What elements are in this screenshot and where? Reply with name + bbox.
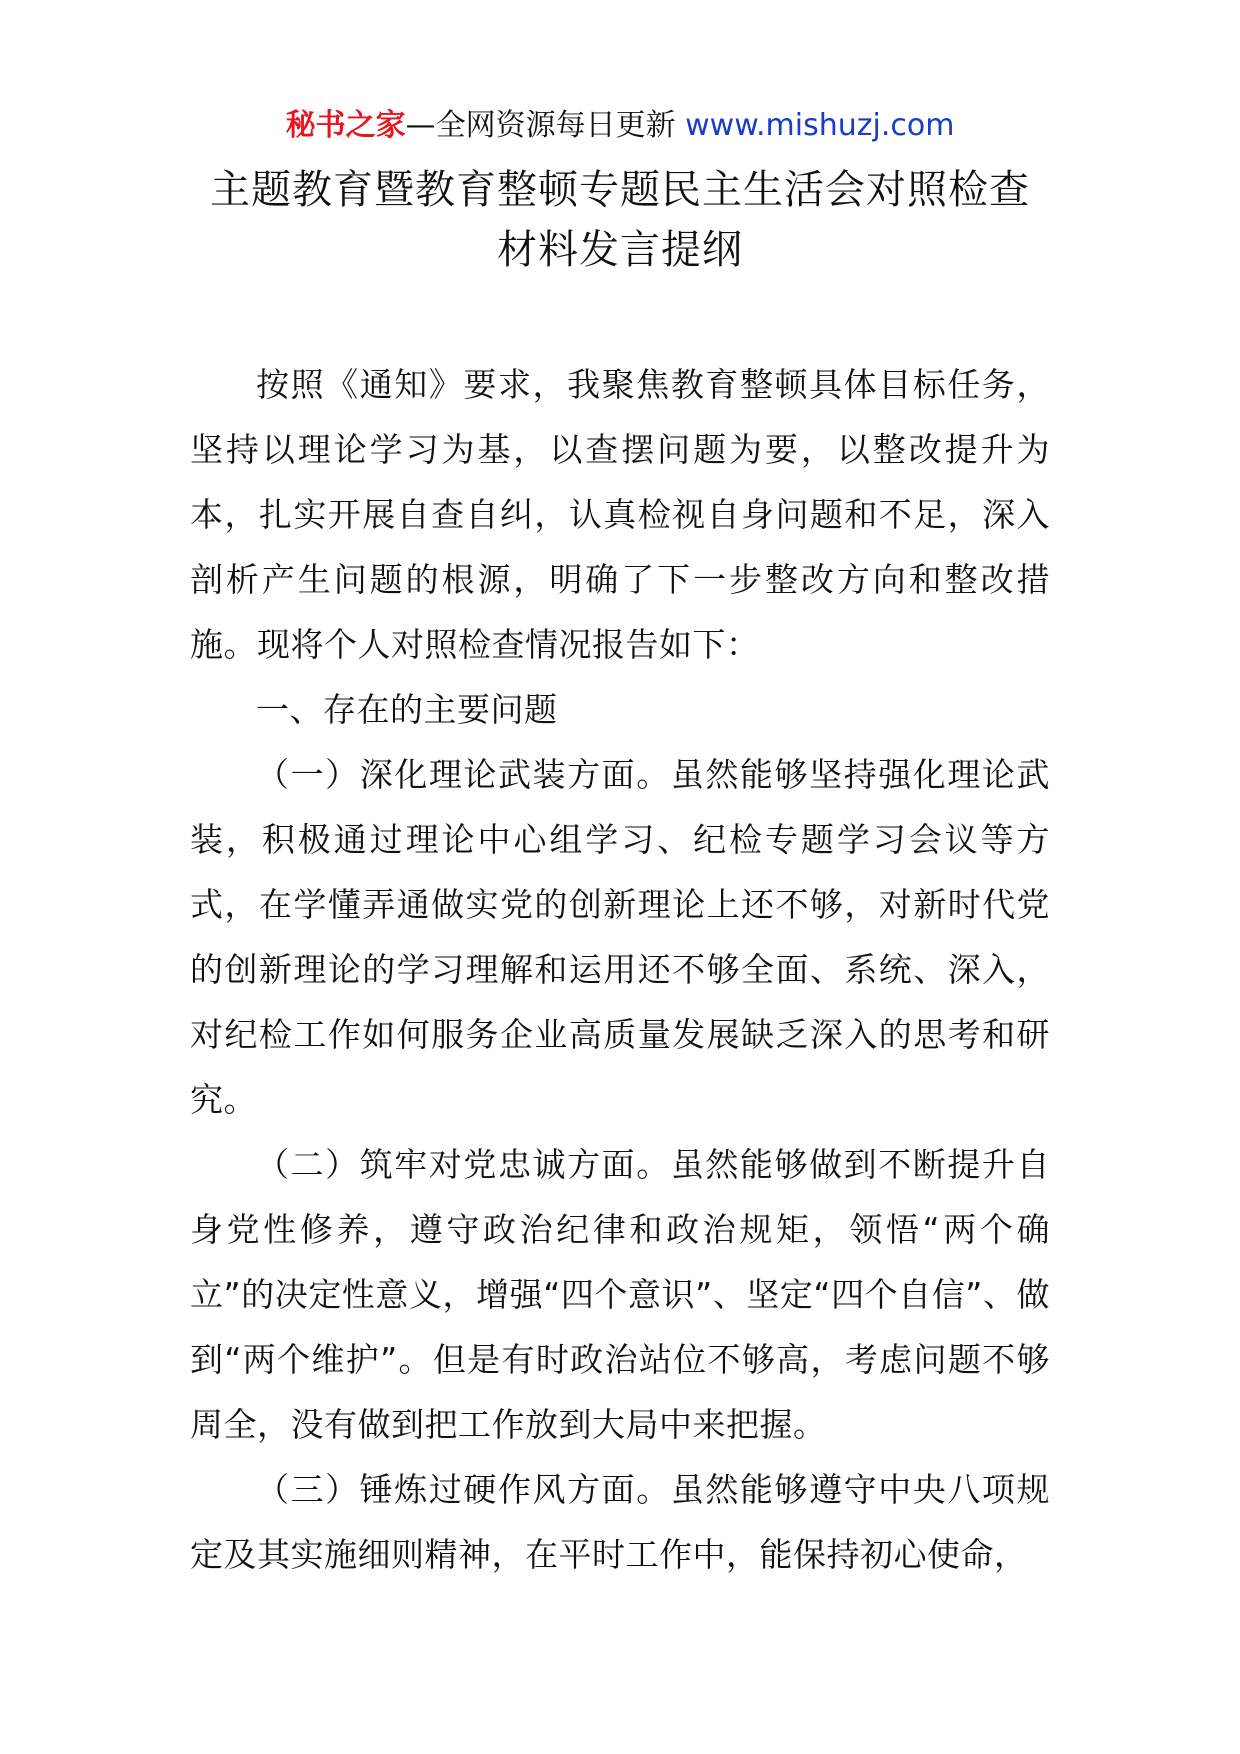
header-slogan: —全网资源每日更新	[405, 108, 686, 143]
document-title-line-2: 材料发言提纲	[497, 227, 743, 273]
document-title	[140, 160, 1100, 280]
paragraph-theory-armament: （一）深化理论武装方面。虽然能够坚持强化理论武装，积极通过理论中心组学习、纪检专题学习会议等方式，在学懂弄通做实党的创新理论上还不够，对新时代党的创新理论的学习理解和运用还不够全面、系统、深入，对纪检工作如何服务企业高质量发展缺乏深入的思考和研究。	[190, 755, 1050, 1119]
site-header	[0, 104, 1240, 148]
paragraph-party-loyalty: （二）筑牢对党忠诚方面。虽然能够做到不断提升自身党性修养，遵守政治纪律和政治规矩，领悟“两个确立”的决定性意义，增强“四个意识”、坚定“四个自信”、做到“两个维护”。但是有时政治站位不够高，考虑问题不够周全，没有做到把工作放到大局中来把握。	[190, 1145, 1050, 1444]
document-body	[190, 352, 1050, 1587]
site-url-link[interactable]: www.mishuzj.com	[685, 108, 955, 143]
brand-name: 秘书之家	[285, 108, 406, 143]
paragraph-work-style: （三）锤炼过硬作风方面。虽然能够遵守中央八项规定及其实施细则精神，在平时工作中，能保持初心使命，	[190, 1470, 1050, 1574]
document-title-line-1: 主题教育暨教育整顿专题民主生活会对照检查	[210, 167, 1030, 213]
intro-paragraph: 按照《通知》要求，我聚焦教育整顿具体目标任务，坚持以理论学习为基，以查摆问题为要，以整改提升为本，扎实开展自查自纠，认真检视自身问题和不足，深入剖析产生问题的根源，明确了下一步整改方向和整改措施。现将个人对照检查情况报告如下：	[190, 365, 1050, 664]
section-heading-main-problems: 一、存在的主要问题	[256, 690, 558, 729]
